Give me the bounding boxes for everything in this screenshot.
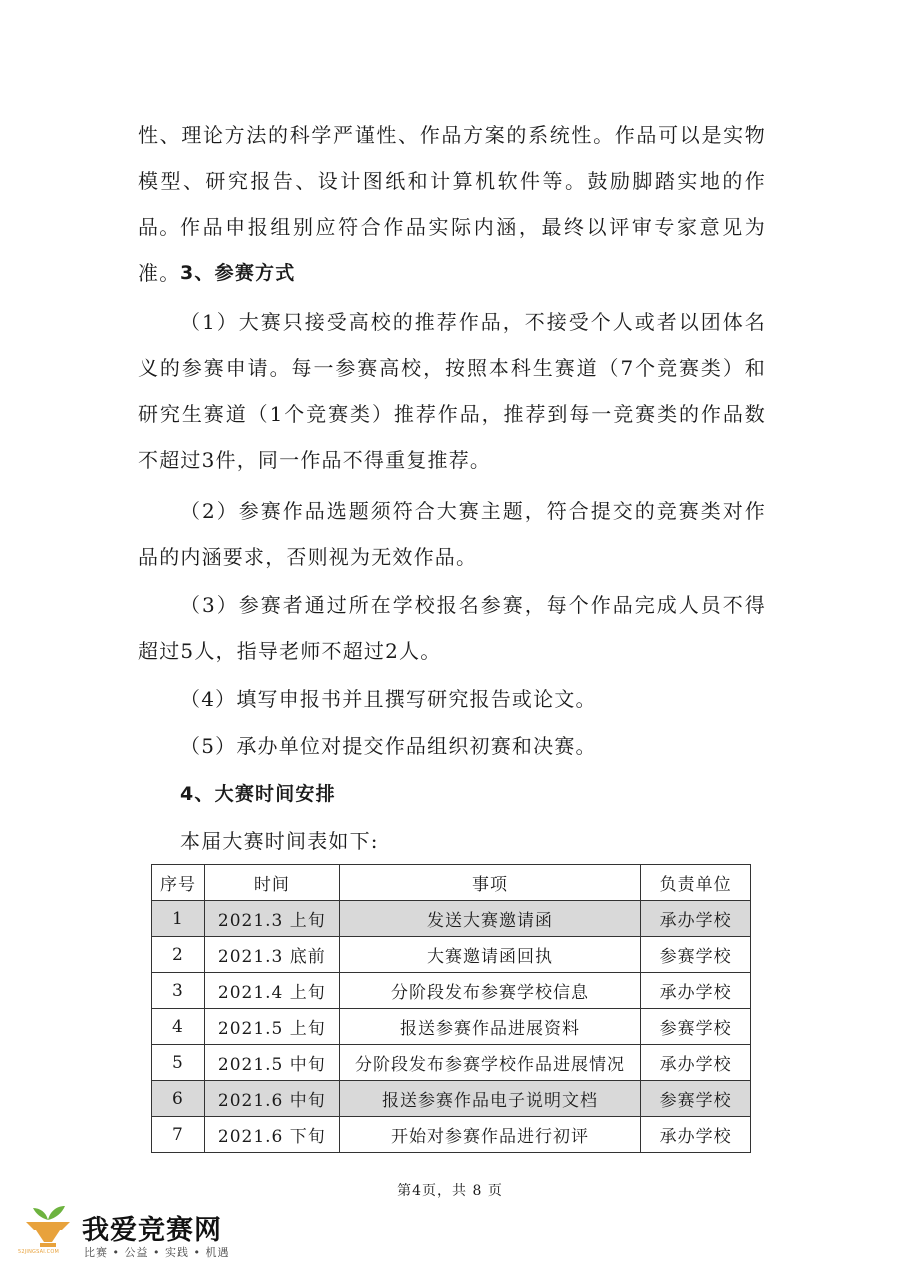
paragraph-item-5: （5）承办单位对提交作品组织初赛和决赛。 bbox=[180, 734, 597, 758]
table-row bbox=[152, 1081, 751, 1117]
paragraph-item-2: （2）参赛作品选题须符合大赛主题，符合提交的竞赛类对作品的内涵要求，否则视为无效作品。 bbox=[138, 499, 766, 569]
table-row bbox=[152, 1045, 751, 1081]
cell-no: 2 bbox=[152, 937, 205, 973]
cell-time: 2021.6 下旬 bbox=[204, 1117, 339, 1153]
trophy-sprout-icon bbox=[18, 1200, 78, 1252]
cell-no: 5 bbox=[152, 1045, 205, 1081]
logo-title: 我爱竞赛网 bbox=[82, 1215, 222, 1246]
cell-no: 6 bbox=[152, 1081, 205, 1117]
site-logo bbox=[18, 1200, 278, 1266]
paragraph-continuation: 性、理论方法的科学严谨性、作品方案的系统性。作品可以是实物模型、研究报告、设计图纸和计算机软件等。鼓励脚踏实地的作品。 bbox=[138, 123, 766, 239]
cell-no: 4 bbox=[152, 1009, 205, 1045]
cell-item: 分阶段发布参赛学校作品进展情况 bbox=[339, 1045, 640, 1081]
paragraph-group-note: 作品申报组别应符合作品实际内涵，最终以评审专家意见为准。 bbox=[138, 215, 766, 285]
schedule-table bbox=[151, 864, 751, 1153]
header-time: 时间 bbox=[204, 865, 339, 901]
cell-time: 2021.3 上旬 bbox=[204, 901, 339, 937]
cell-item: 报送参赛作品进展资料 bbox=[339, 1009, 640, 1045]
cell-time: 2021.4 上旬 bbox=[204, 973, 339, 1009]
paragraph-item-4: （4）填写申报书并且撰写研究报告或论文。 bbox=[180, 687, 597, 711]
table-row bbox=[152, 937, 751, 973]
cell-unit: 承办学校 bbox=[641, 901, 751, 937]
paragraph-schedule-intro: 本届大赛时间表如下: bbox=[180, 829, 379, 853]
cell-item: 分阶段发布参赛学校信息 bbox=[339, 973, 640, 1009]
cell-item: 发送大赛邀请函 bbox=[339, 901, 640, 937]
cell-item: 报送参赛作品电子说明文档 bbox=[339, 1081, 640, 1117]
cell-item: 大赛邀请函回执 bbox=[339, 937, 640, 973]
cell-unit: 参赛学校 bbox=[641, 1009, 751, 1045]
header-no: 序号 bbox=[152, 865, 205, 901]
table-row bbox=[152, 901, 751, 937]
cell-unit: 承办学校 bbox=[641, 1045, 751, 1081]
section-heading-participation: 3、参赛方式 bbox=[180, 262, 296, 284]
table-row bbox=[152, 1117, 751, 1153]
header-item: 事项 bbox=[339, 865, 640, 901]
cell-time: 2021.5 中旬 bbox=[204, 1045, 339, 1081]
cell-unit: 参赛学校 bbox=[641, 1081, 751, 1117]
logo-tagline: 比赛 • 公益 • 实践 • 机遇 bbox=[84, 1246, 230, 1259]
paragraph-item-1: （1）大赛只接受高校的推荐作品，不接受个人或者以团体名义的参赛申请。每一参赛高校，按照本科生赛道（7个竞赛类）和研究生赛道（1个竞赛类）推荐作品，推荐到每一竞赛类的作品数不超过3件，同一作品不得重复推荐。 bbox=[138, 310, 766, 472]
section-heading-schedule: 4、大赛时间安排 bbox=[180, 783, 336, 805]
cell-time: 2021.3 底前 bbox=[204, 937, 339, 973]
header-unit: 负责单位 bbox=[641, 865, 751, 901]
cell-unit: 承办学校 bbox=[641, 1117, 751, 1153]
paragraph-item-3: （3）参赛者通过所在学校报名参赛，每个作品完成人员不得超过5人，指导老师不超过2人。 bbox=[138, 593, 766, 663]
cell-unit: 参赛学校 bbox=[641, 937, 751, 973]
cell-time: 2021.6 中旬 bbox=[204, 1081, 339, 1117]
cell-no: 1 bbox=[152, 901, 205, 937]
table-row bbox=[152, 1009, 751, 1045]
page-number: 第4页，共 8 页 bbox=[397, 1183, 503, 1199]
table-row bbox=[152, 973, 751, 1009]
cell-no: 7 bbox=[152, 1117, 205, 1153]
cell-time: 2021.5 上旬 bbox=[204, 1009, 339, 1045]
cell-no: 3 bbox=[152, 973, 205, 1009]
table-header-row bbox=[152, 865, 751, 901]
cell-unit: 承办学校 bbox=[641, 973, 751, 1009]
cell-item: 开始对参赛作品进行初评 bbox=[339, 1117, 640, 1153]
logo-domain: 52JINGSAI.COM bbox=[18, 1249, 60, 1255]
